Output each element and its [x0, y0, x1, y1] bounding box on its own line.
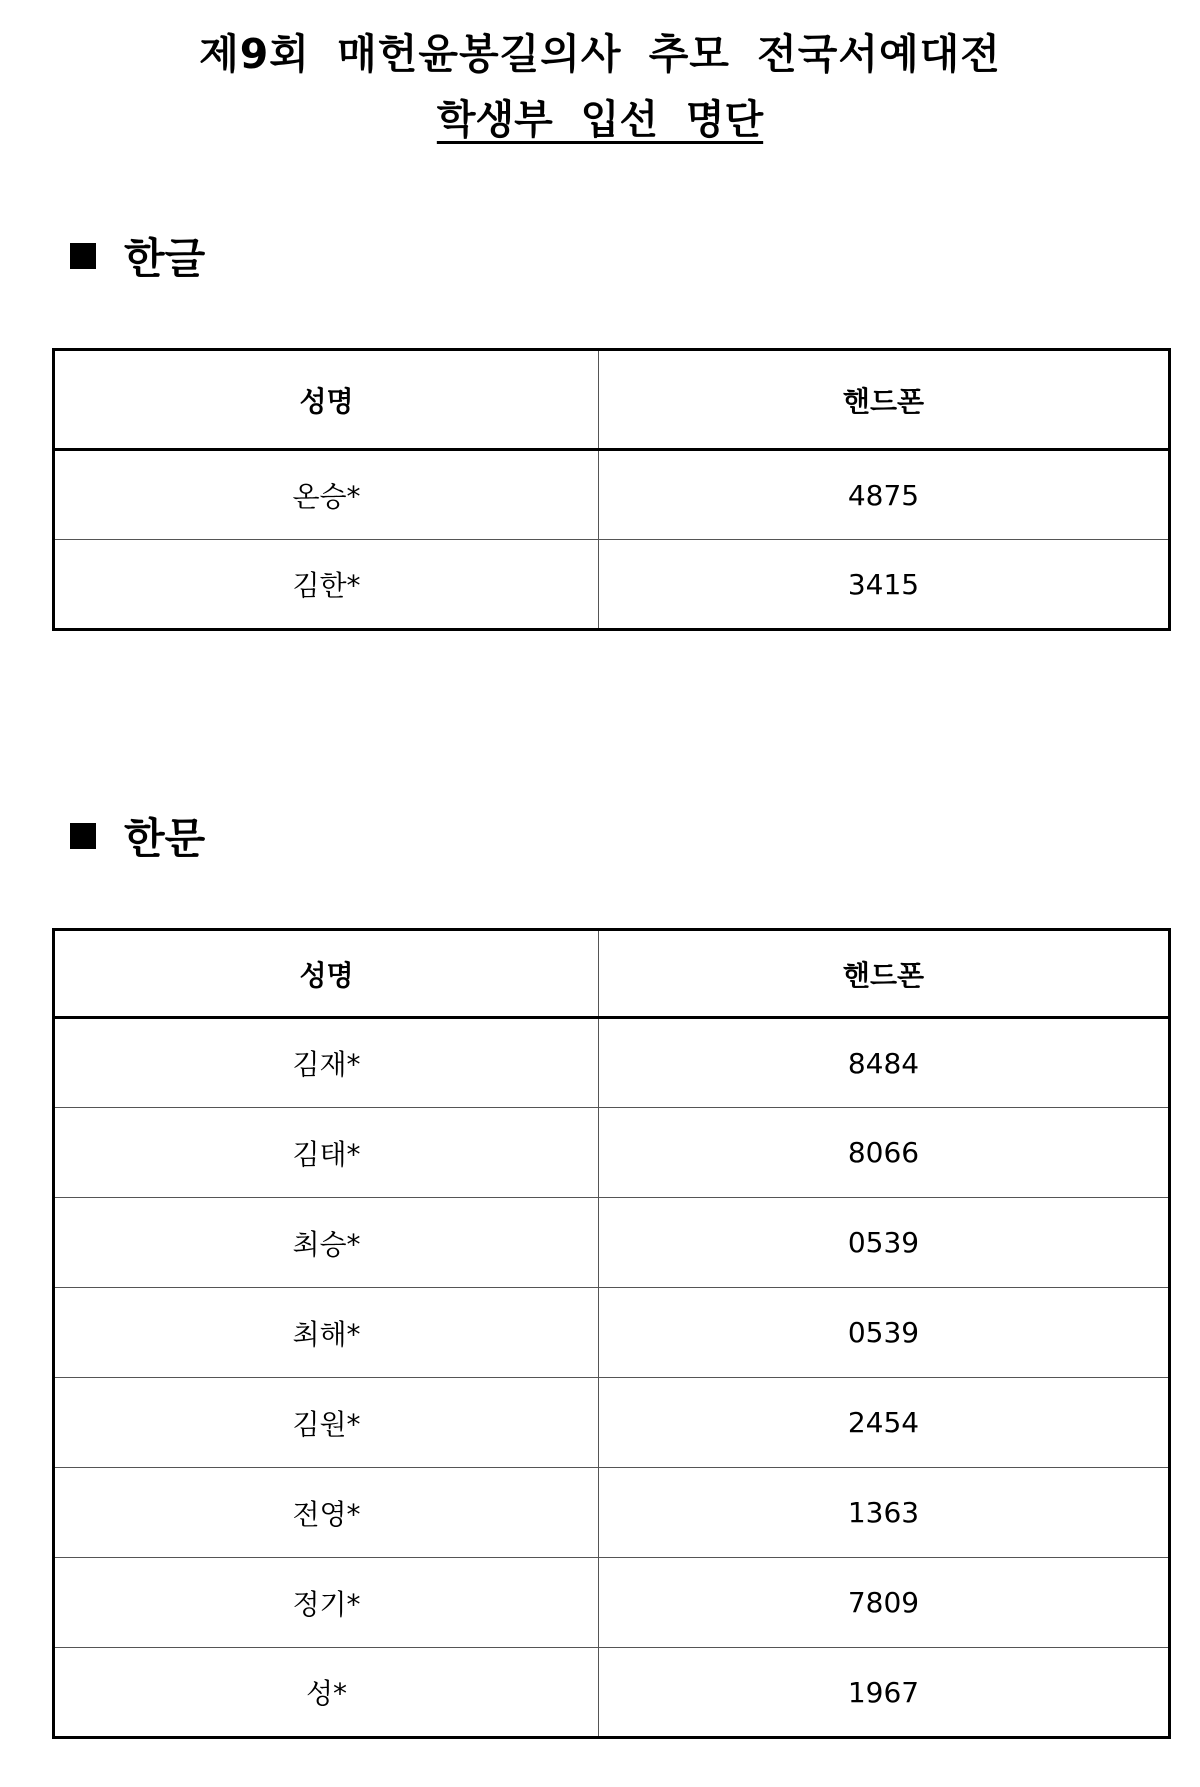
black-square-icon: [70, 823, 96, 849]
section-heading-label: 한문: [124, 814, 206, 863]
name-cell: 최승*: [54, 1198, 599, 1288]
table-row: [54, 1378, 1170, 1468]
name-cell: 최해*: [54, 1288, 599, 1378]
name-cell: 김태*: [54, 1108, 599, 1198]
name-cell: 전영*: [54, 1468, 599, 1558]
phone-cell: 3415: [599, 540, 1170, 630]
roster-table-hanmun: [52, 928, 1171, 1739]
document-subtitle: [0, 92, 1200, 156]
section-heading-label: 한글: [124, 234, 206, 283]
phone-cell: 1363: [599, 1468, 1170, 1558]
phone-cell: 8484: [599, 1018, 1170, 1108]
table-header-row: [54, 350, 1170, 450]
subtitle-text: 학생부 입선 명단: [436, 97, 764, 143]
phone-cell: 7809: [599, 1558, 1170, 1648]
phone-cell: 8066: [599, 1108, 1170, 1198]
name-cell: 김원*: [54, 1378, 599, 1468]
table-row: [54, 540, 1170, 630]
table-row: [54, 1018, 1170, 1108]
black-square-icon: [70, 243, 96, 269]
table-row: [54, 1198, 1170, 1288]
table-row: [54, 1558, 1170, 1648]
column-header-name: 성명: [54, 350, 599, 450]
table-row: [54, 1108, 1170, 1198]
table-header-row: [54, 930, 1170, 1018]
table-row: [54, 1648, 1170, 1738]
table-row: [54, 1468, 1170, 1558]
section-heading-hanmun: [70, 808, 205, 864]
name-cell: 김한*: [54, 540, 599, 630]
phone-cell: 0539: [599, 1288, 1170, 1378]
table-row: [54, 450, 1170, 540]
column-header-phone: 핸드폰: [599, 930, 1170, 1018]
phone-cell: 2454: [599, 1378, 1170, 1468]
name-cell: 김재*: [54, 1018, 599, 1108]
document-title: 제9회 매헌윤봉길의사 추모 전국서예대전: [199, 30, 1001, 78]
phone-cell: 4875: [599, 450, 1170, 540]
name-cell: 온승*: [54, 450, 599, 540]
roster-table-hangul: [52, 348, 1171, 631]
section-heading-hangul: [70, 228, 205, 284]
name-cell: 정기*: [54, 1558, 599, 1648]
table-row: [54, 1288, 1170, 1378]
name-cell: 성*: [54, 1648, 599, 1738]
column-header-phone: 핸드폰: [599, 350, 1170, 450]
column-header-name: 성명: [54, 930, 599, 1018]
phone-cell: 0539: [599, 1198, 1170, 1288]
phone-cell: 1967: [599, 1648, 1170, 1738]
